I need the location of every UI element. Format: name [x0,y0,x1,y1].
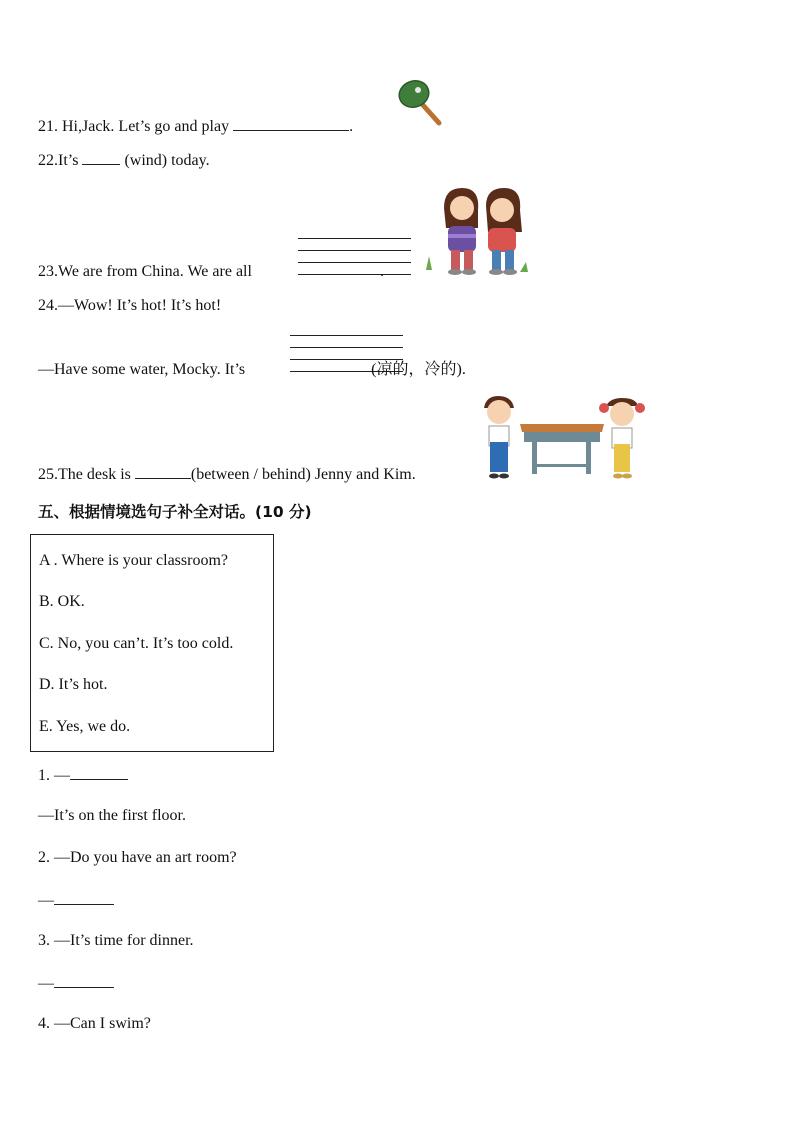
question-21 [38,116,353,137]
question-23-period: . [379,263,384,280]
dialogue-2-question: 2. —Do you have an art room? [38,849,237,866]
dialogue-3-question: 3. —It’s time for dinner. [38,932,194,949]
ping-pong-paddle-icon [396,78,444,126]
option-a: A . Where is your classroom? [39,552,228,569]
option-c: C. No, you can’t. It’s too cold. [39,635,234,652]
question-24-hint: (凉的，冷的). [371,361,466,378]
question-21-period: . [349,118,354,135]
answer-blank-25[interactable] [135,464,191,479]
dialogue-3-answer-dash: — [38,975,54,992]
question-22 [38,150,210,171]
dialogue-1-answer: —It’s on the first floor. [38,807,186,824]
question-22-pre: 22.It’s [38,152,79,169]
dialogue-1-question-text: 1. — [38,767,70,784]
answer-blank-21[interactable] [233,116,349,131]
dialogue-4-question: 4. —Can I swim? [38,1015,151,1032]
question-23-text: 23.We are from China. We are all [38,263,252,280]
dialogue-1-question [38,765,128,786]
question-24-line1: 24.—Wow! It’s hot! It’s hot! [38,297,222,314]
section-5-heading: 五、根据情境选句子补全对话。(10 分) [38,503,312,521]
option-b: B. OK. [39,593,85,610]
answer-blank-d3[interactable] [54,973,114,988]
answer-blank-d1[interactable] [70,765,128,780]
options-box [30,534,274,752]
question-25-post: (between / behind) Jenny and Kim. [190,466,416,483]
option-d: D. It’s hot. [39,676,108,693]
dialogue-2-answer [38,890,114,911]
two-girls-illustration [422,184,536,278]
dialogue-2-answer-dash: — [38,892,54,909]
question-25-pre: 25.The desk is [38,466,131,483]
question-24-line2 [38,360,466,380]
question-22-post: (wind) today. [124,152,210,169]
boy-desk-girl-illustration [478,394,650,480]
question-25 [38,464,416,485]
answer-blank-22[interactable] [82,150,120,165]
answer-blank-d2[interactable] [54,890,114,905]
question-24-text: —Have some water, Mocky. It’s [38,361,246,378]
question-21-text: 21. Hi,Jack. Let’s go and play [38,118,230,135]
dialogue-3-answer [38,973,114,994]
question-23 [38,262,384,282]
option-e: E. Yes, we do. [39,718,131,735]
